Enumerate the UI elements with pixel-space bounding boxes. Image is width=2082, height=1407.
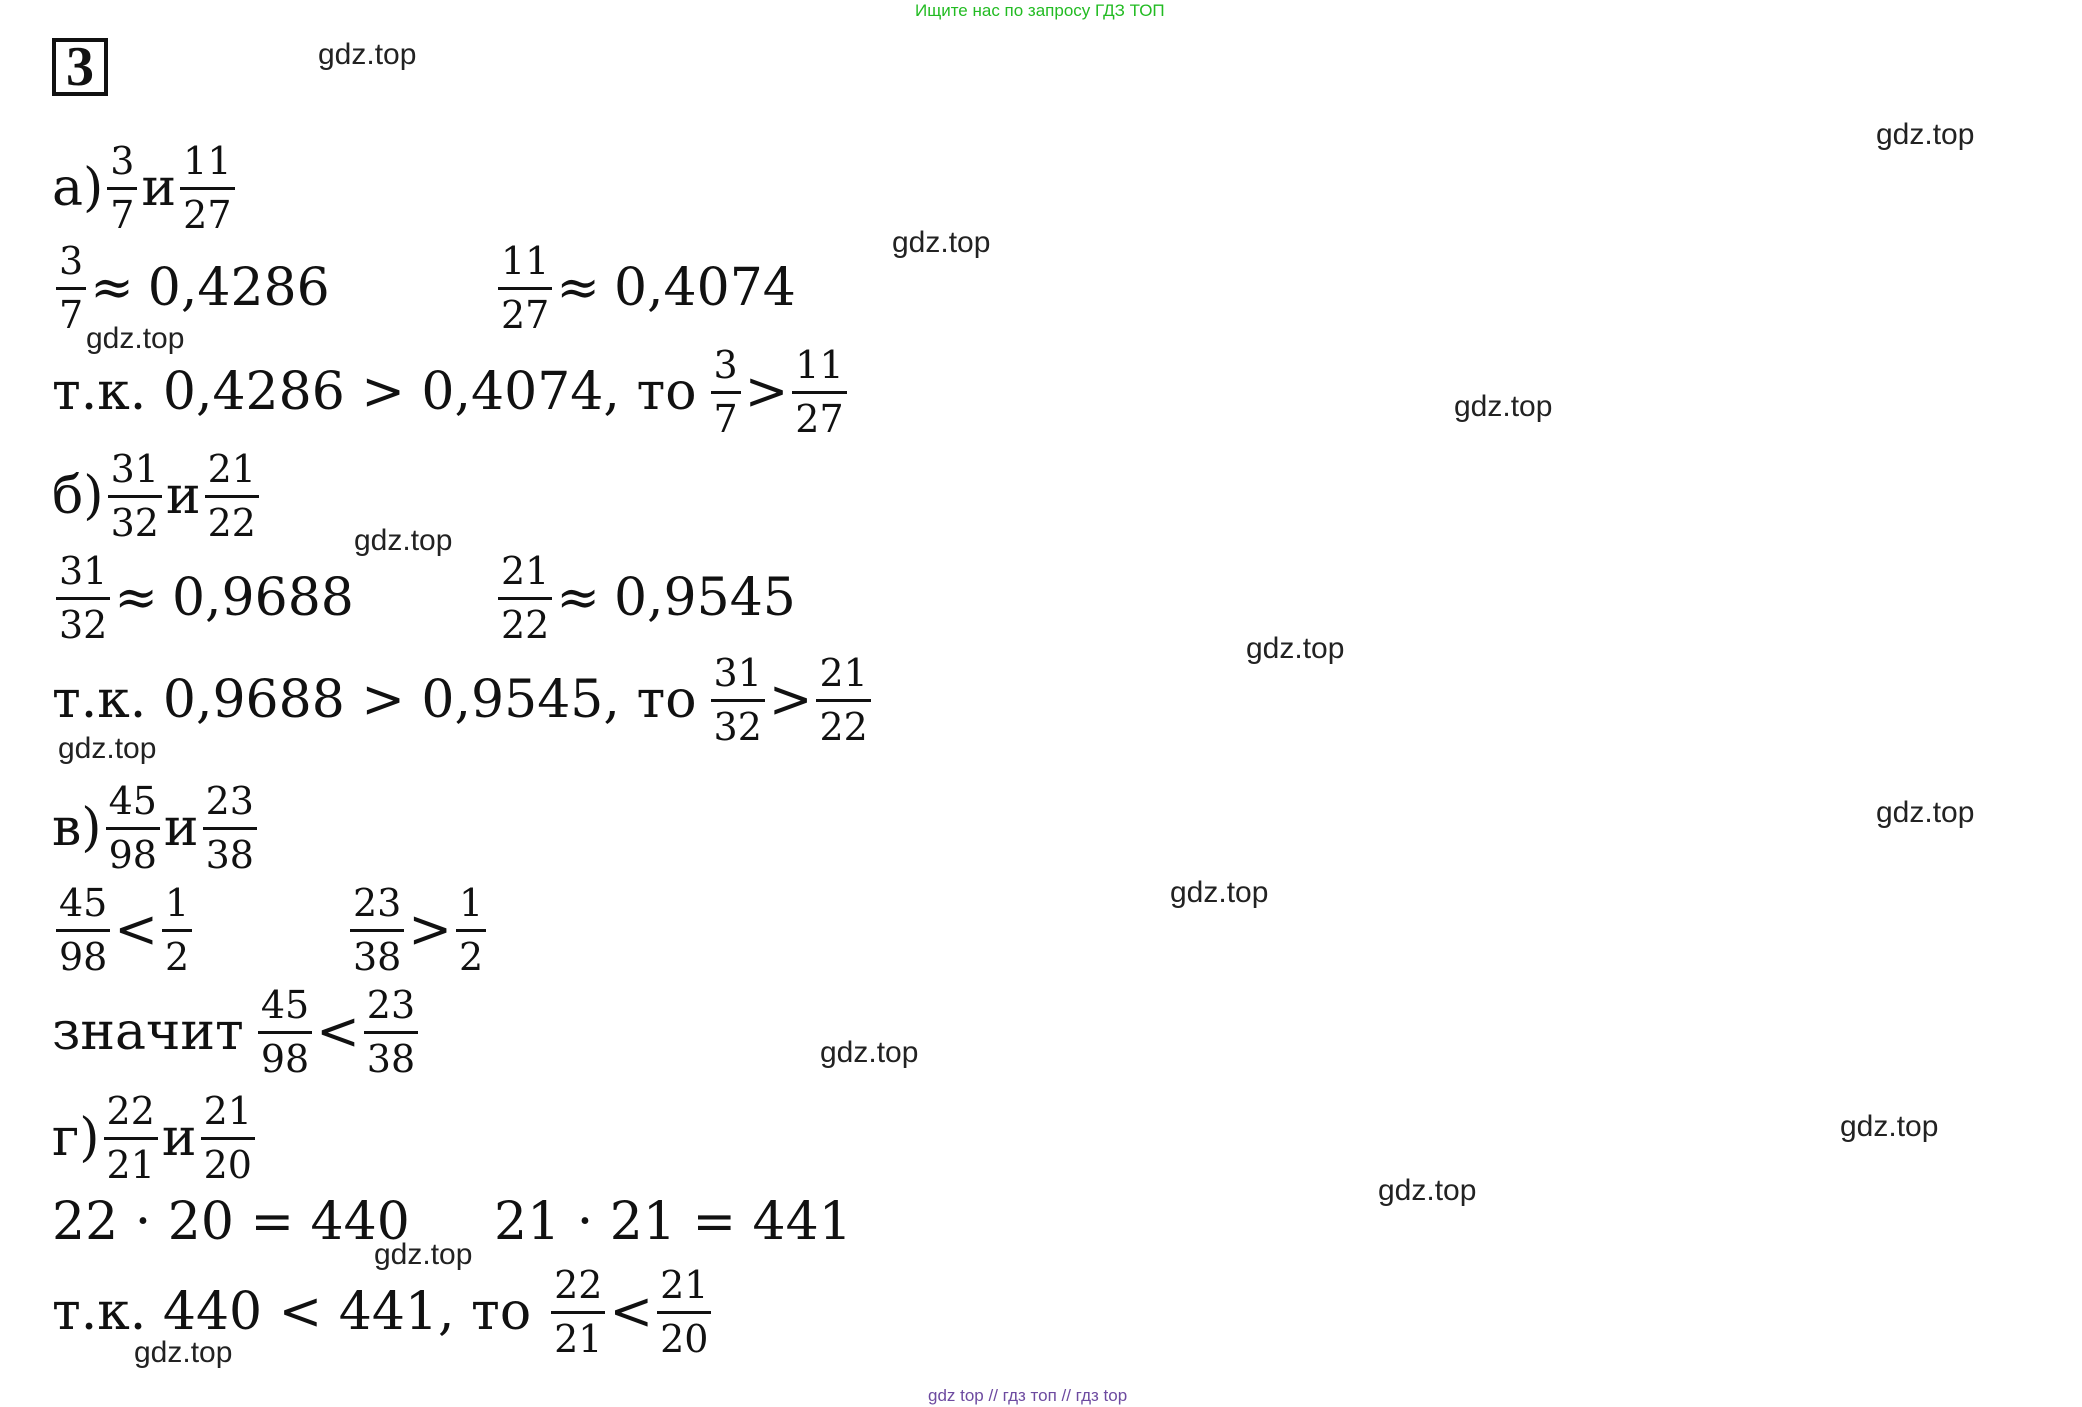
watermark: gdz.top bbox=[134, 1336, 233, 1369]
decimal-value: 0,4074 bbox=[613, 258, 796, 318]
watermark: gdz.top bbox=[318, 38, 417, 71]
watermark: gdz.top bbox=[374, 1238, 473, 1271]
fraction: $\frac{21}{22}$ bbox=[816, 651, 870, 750]
fraction: $\frac{1}{2}$ bbox=[456, 881, 486, 980]
part-b-header bbox=[52, 446, 263, 546]
decimal-value: 0,9545 bbox=[613, 568, 796, 628]
watermark: gdz.top bbox=[1454, 390, 1553, 423]
part-v-label: в) bbox=[52, 798, 102, 858]
part-b-approx-2 bbox=[494, 548, 796, 648]
lt-sign: < bbox=[114, 900, 158, 960]
fraction: $\frac{11}{27}$ bbox=[792, 343, 846, 442]
part-b-label: б) bbox=[52, 466, 104, 526]
watermark: gdz.top bbox=[1876, 118, 1975, 151]
watermark: gdz.top bbox=[86, 322, 185, 355]
approx-sign: ≈ bbox=[90, 258, 134, 318]
part-a-header bbox=[52, 138, 239, 238]
and-word: и bbox=[141, 158, 177, 218]
watermark: gdz.top bbox=[892, 226, 991, 259]
footer-text: gdz top // гдз топ // гдз top bbox=[928, 1386, 1128, 1405]
part-b-approx-1 bbox=[52, 548, 354, 648]
fraction: $\frac{31}{32}$ bbox=[711, 651, 765, 750]
watermark: gdz.top bbox=[1246, 632, 1345, 665]
watermark: gdz.top bbox=[820, 1036, 919, 1069]
task-number: 3 bbox=[66, 36, 94, 98]
and-word: и bbox=[165, 466, 201, 526]
watermark: gdz.top bbox=[1840, 1110, 1939, 1143]
part-v-compare-1 bbox=[52, 880, 196, 980]
fraction: $\frac{11}{27}$ bbox=[498, 239, 552, 338]
fraction: $\frac{21}{20}$ bbox=[201, 1089, 255, 1188]
lt-sign: < bbox=[316, 1002, 360, 1062]
part-v-conclusion bbox=[52, 982, 422, 1082]
fraction: $\frac{23}{38}$ bbox=[203, 779, 257, 878]
task-number-box bbox=[52, 38, 108, 96]
since-text: т.к. 440 < 441, то bbox=[52, 1282, 532, 1342]
part-g-label: г) bbox=[52, 1108, 100, 1168]
fraction: $\frac{3}{7}$ bbox=[711, 343, 741, 442]
part-g-product-1 bbox=[52, 1172, 410, 1272]
fraction: $\frac{31}{32}$ bbox=[56, 549, 110, 648]
fraction: $\frac{3}{7}$ bbox=[56, 239, 86, 338]
fraction: $\frac{22}{21}$ bbox=[104, 1089, 158, 1188]
part-a-conclusion bbox=[52, 342, 851, 442]
gt-sign: > bbox=[744, 362, 789, 422]
part-a-approx-2 bbox=[494, 238, 796, 338]
product-equation: 22 · 20 = 440 bbox=[52, 1192, 410, 1252]
fraction: $\frac{45}{98}$ bbox=[106, 779, 160, 878]
watermark: gdz.top bbox=[1170, 876, 1269, 909]
approx-sign: ≈ bbox=[556, 568, 600, 628]
gt-sign: > bbox=[768, 670, 813, 730]
fraction: $\frac{31}{32}$ bbox=[108, 447, 162, 546]
approx-sign: ≈ bbox=[556, 258, 600, 318]
fraction: $\frac{45}{98}$ bbox=[258, 983, 312, 1082]
gt-sign: > bbox=[408, 900, 452, 960]
part-v-header bbox=[52, 778, 261, 878]
watermark: gdz.top bbox=[354, 524, 453, 557]
fraction: $\frac{21}{22}$ bbox=[498, 549, 552, 648]
and-word: и bbox=[163, 798, 199, 858]
decimal-value: 0,4286 bbox=[147, 258, 330, 318]
means-text: значит bbox=[52, 1002, 244, 1062]
watermark: gdz.top bbox=[58, 732, 157, 765]
part-v-compare-2 bbox=[346, 880, 490, 980]
part-a-label: а) bbox=[52, 158, 104, 218]
lt-sign: < bbox=[609, 1282, 654, 1342]
fraction: $\frac{21}{20}$ bbox=[657, 1263, 711, 1362]
fraction: $\frac{1}{2}$ bbox=[162, 881, 192, 980]
watermark: gdz.top bbox=[1876, 796, 1975, 829]
part-g-product-2 bbox=[494, 1172, 852, 1272]
since-text: т.к. 0,4286 > 0,4074, то bbox=[52, 362, 697, 422]
fraction: $\frac{11}{27}$ bbox=[180, 139, 234, 238]
decimal-value: 0,9688 bbox=[171, 568, 354, 628]
watermark: gdz.top bbox=[1378, 1174, 1477, 1207]
fraction: $\frac{45}{98}$ bbox=[56, 881, 110, 980]
fraction: $\frac{23}{38}$ bbox=[364, 983, 418, 1082]
and-word: и bbox=[161, 1108, 197, 1168]
product-equation: 21 · 21 = 441 bbox=[494, 1192, 852, 1252]
fraction: $\frac{21}{22}$ bbox=[205, 447, 259, 546]
fraction: $\frac{23}{38}$ bbox=[350, 881, 404, 980]
fraction: $\frac{22}{21}$ bbox=[551, 1263, 605, 1362]
since-text: т.к. 0,9688 > 0,9545, то bbox=[52, 670, 697, 730]
approx-sign: ≈ bbox=[114, 568, 158, 628]
part-b-conclusion bbox=[52, 650, 875, 750]
top-banner: Ищите нас по запросу ГДЗ ТОП bbox=[915, 1, 1165, 20]
fraction: $\frac{3}{7}$ bbox=[107, 139, 137, 238]
